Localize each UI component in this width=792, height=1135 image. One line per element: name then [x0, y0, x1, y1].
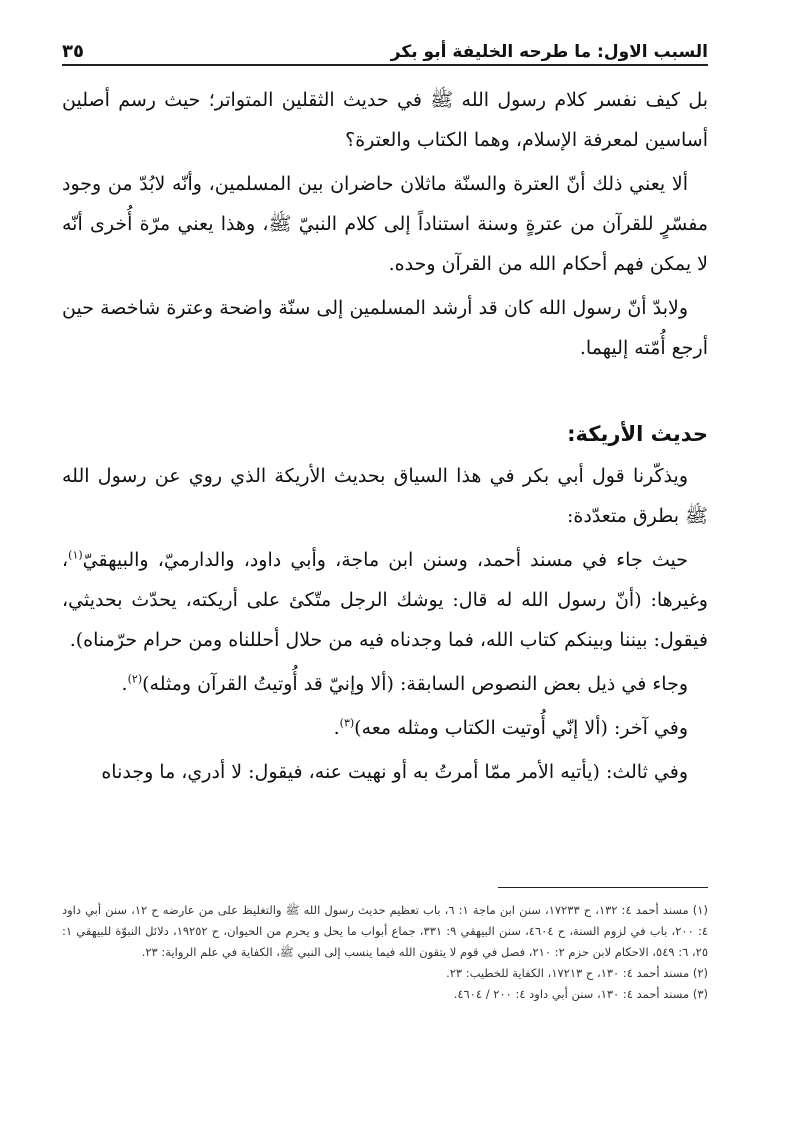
paragraph-5-text: حيث جاء في مسند أحمد، وسنن ابن ماجة، وأبي داود، والدارميّ، والبيهقيّ — [82, 549, 688, 571]
paragraph-2: ألا يعني ذلك أنّ العترة والسنّة ماثلان حاضران بين المسلمين، وأنّه لابُدّ من وجود مفسّرٍ للقرآن من عترةٍ وسنة استناداً إلى كلام النبيّ ﷺ، وهذا يعني مرّة أُخرى أنّه لا يمكن فهم أحكام الله من القرآن وحده. — [62, 173, 708, 275]
main-text — [62, 80, 708, 796]
running-header — [62, 34, 708, 66]
footnote-ref-1[interactable]: (١) — [68, 548, 83, 562]
paragraph-5-rest: ، وغيرها: (أنّ رسول الله له قال: يوشك الرجل متّكئ على أريكته، يحدّث بحديثي، فيقول: بيننا وبينكم كتاب الله، فما وجدناه فيه من حلال أحللناه ومن حرام حرّمناه). — [62, 549, 708, 651]
paragraph-4: ويذكّرنا قول أبي بكر في هذا السياق بحديث الأريكة الذي روي عن رسول الله ﷺ بطرق متعدّدة: — [62, 465, 708, 527]
section-heading: حديث الأريكة: — [567, 422, 708, 446]
paragraph-6: وجاء في ذيل بعض النصوص السابقة: (ألا وإنيّ قد أُوتيتُ القرآن ومثله)$^{(٢)}$. — [121, 672, 688, 695]
footnote-1: (١) مسند أحمد ٤: ١٣٢، ح ١٧٢٣٣، سنن ابن ماجة ١: ٦، باب تعظيم حديث رسول الله ﷺ والتغليظ على من عارضه ح ١٢، سنن أبي داود ٤: ٢٠٠، باب في لزوم السنة، ح ٤٦٠٤، سنن البيهقي ٩: ٣٣١، جماع أبواب ما يحل و يحرم من الحيوان، ح ١٩٢٥٢، دلائل النبوّة للبيهقي ١: ٢٥، ٦: ٥٤٩، الاحكام لابن حزم ٢: ٢١٠، فصل في قوم لا يتقون الله فيما ينسب إلى النبي ﷺ، الكفاية في علم الرواية: ٢٣. — [62, 903, 709, 959]
paragraph-5 — [62, 540, 708, 660]
paragraph-3: ولابدّ أنّ رسول الله كان قد أرشد المسلمين إلى سنّة واضحة وعترة شاخصة حين أرجع أُمّته إليهما. — [62, 297, 708, 359]
page-number: ٣٥ — [62, 41, 84, 62]
footnote-divider — [498, 887, 708, 888]
paragraph-1: بل كيف نفسر كلام رسول الله ﷺ في حديث الثقلين المتواتر؛ حيث رسم أصلين أساسين لمعرفة الإسلام، وهما الكتاب والعترة؟ — [62, 89, 708, 151]
footnote-ref-3[interactable]: (٣) — [339, 716, 355, 730]
footnote-3: (٣) مسند أحمد ٤: ١٣٠، سنن أبي داود ٤: ٢٠٠ / ٤٦٠٤. — [453, 987, 708, 1001]
paragraph-8: وفي ثالث: (يأتيه الأمر ممّا أمرتُ به أو نهيت عنه، فيقول: لا أدري، ما وجدناه — [101, 761, 688, 783]
footnotes — [62, 900, 708, 1005]
paragraph-7-text: وفي آخر: (ألا إنّي أُوتيت الكتاب ومثله معه) — [354, 717, 688, 739]
footnote-2: (٢) مسند أحمد ٤: ١٣٠، ح ١٧٢١٣، الكفاية للخطيب: ٢٣. — [446, 966, 708, 980]
paragraph-7: وفي آخر: (ألا إنّي أُوتيت الكتاب ومثله معه)$^{(٣)}$. — [333, 716, 688, 739]
chapter-title: السبب الاول: ما طرحه الخليفة أبو بكر — [390, 42, 708, 62]
footnote-ref-2[interactable]: (٢) — [127, 672, 143, 686]
paragraph-6-text: وجاء في ذيل بعض النصوص السابقة: (ألا وإنيّ قد أُوتيتُ القرآن ومثله) — [142, 673, 688, 695]
